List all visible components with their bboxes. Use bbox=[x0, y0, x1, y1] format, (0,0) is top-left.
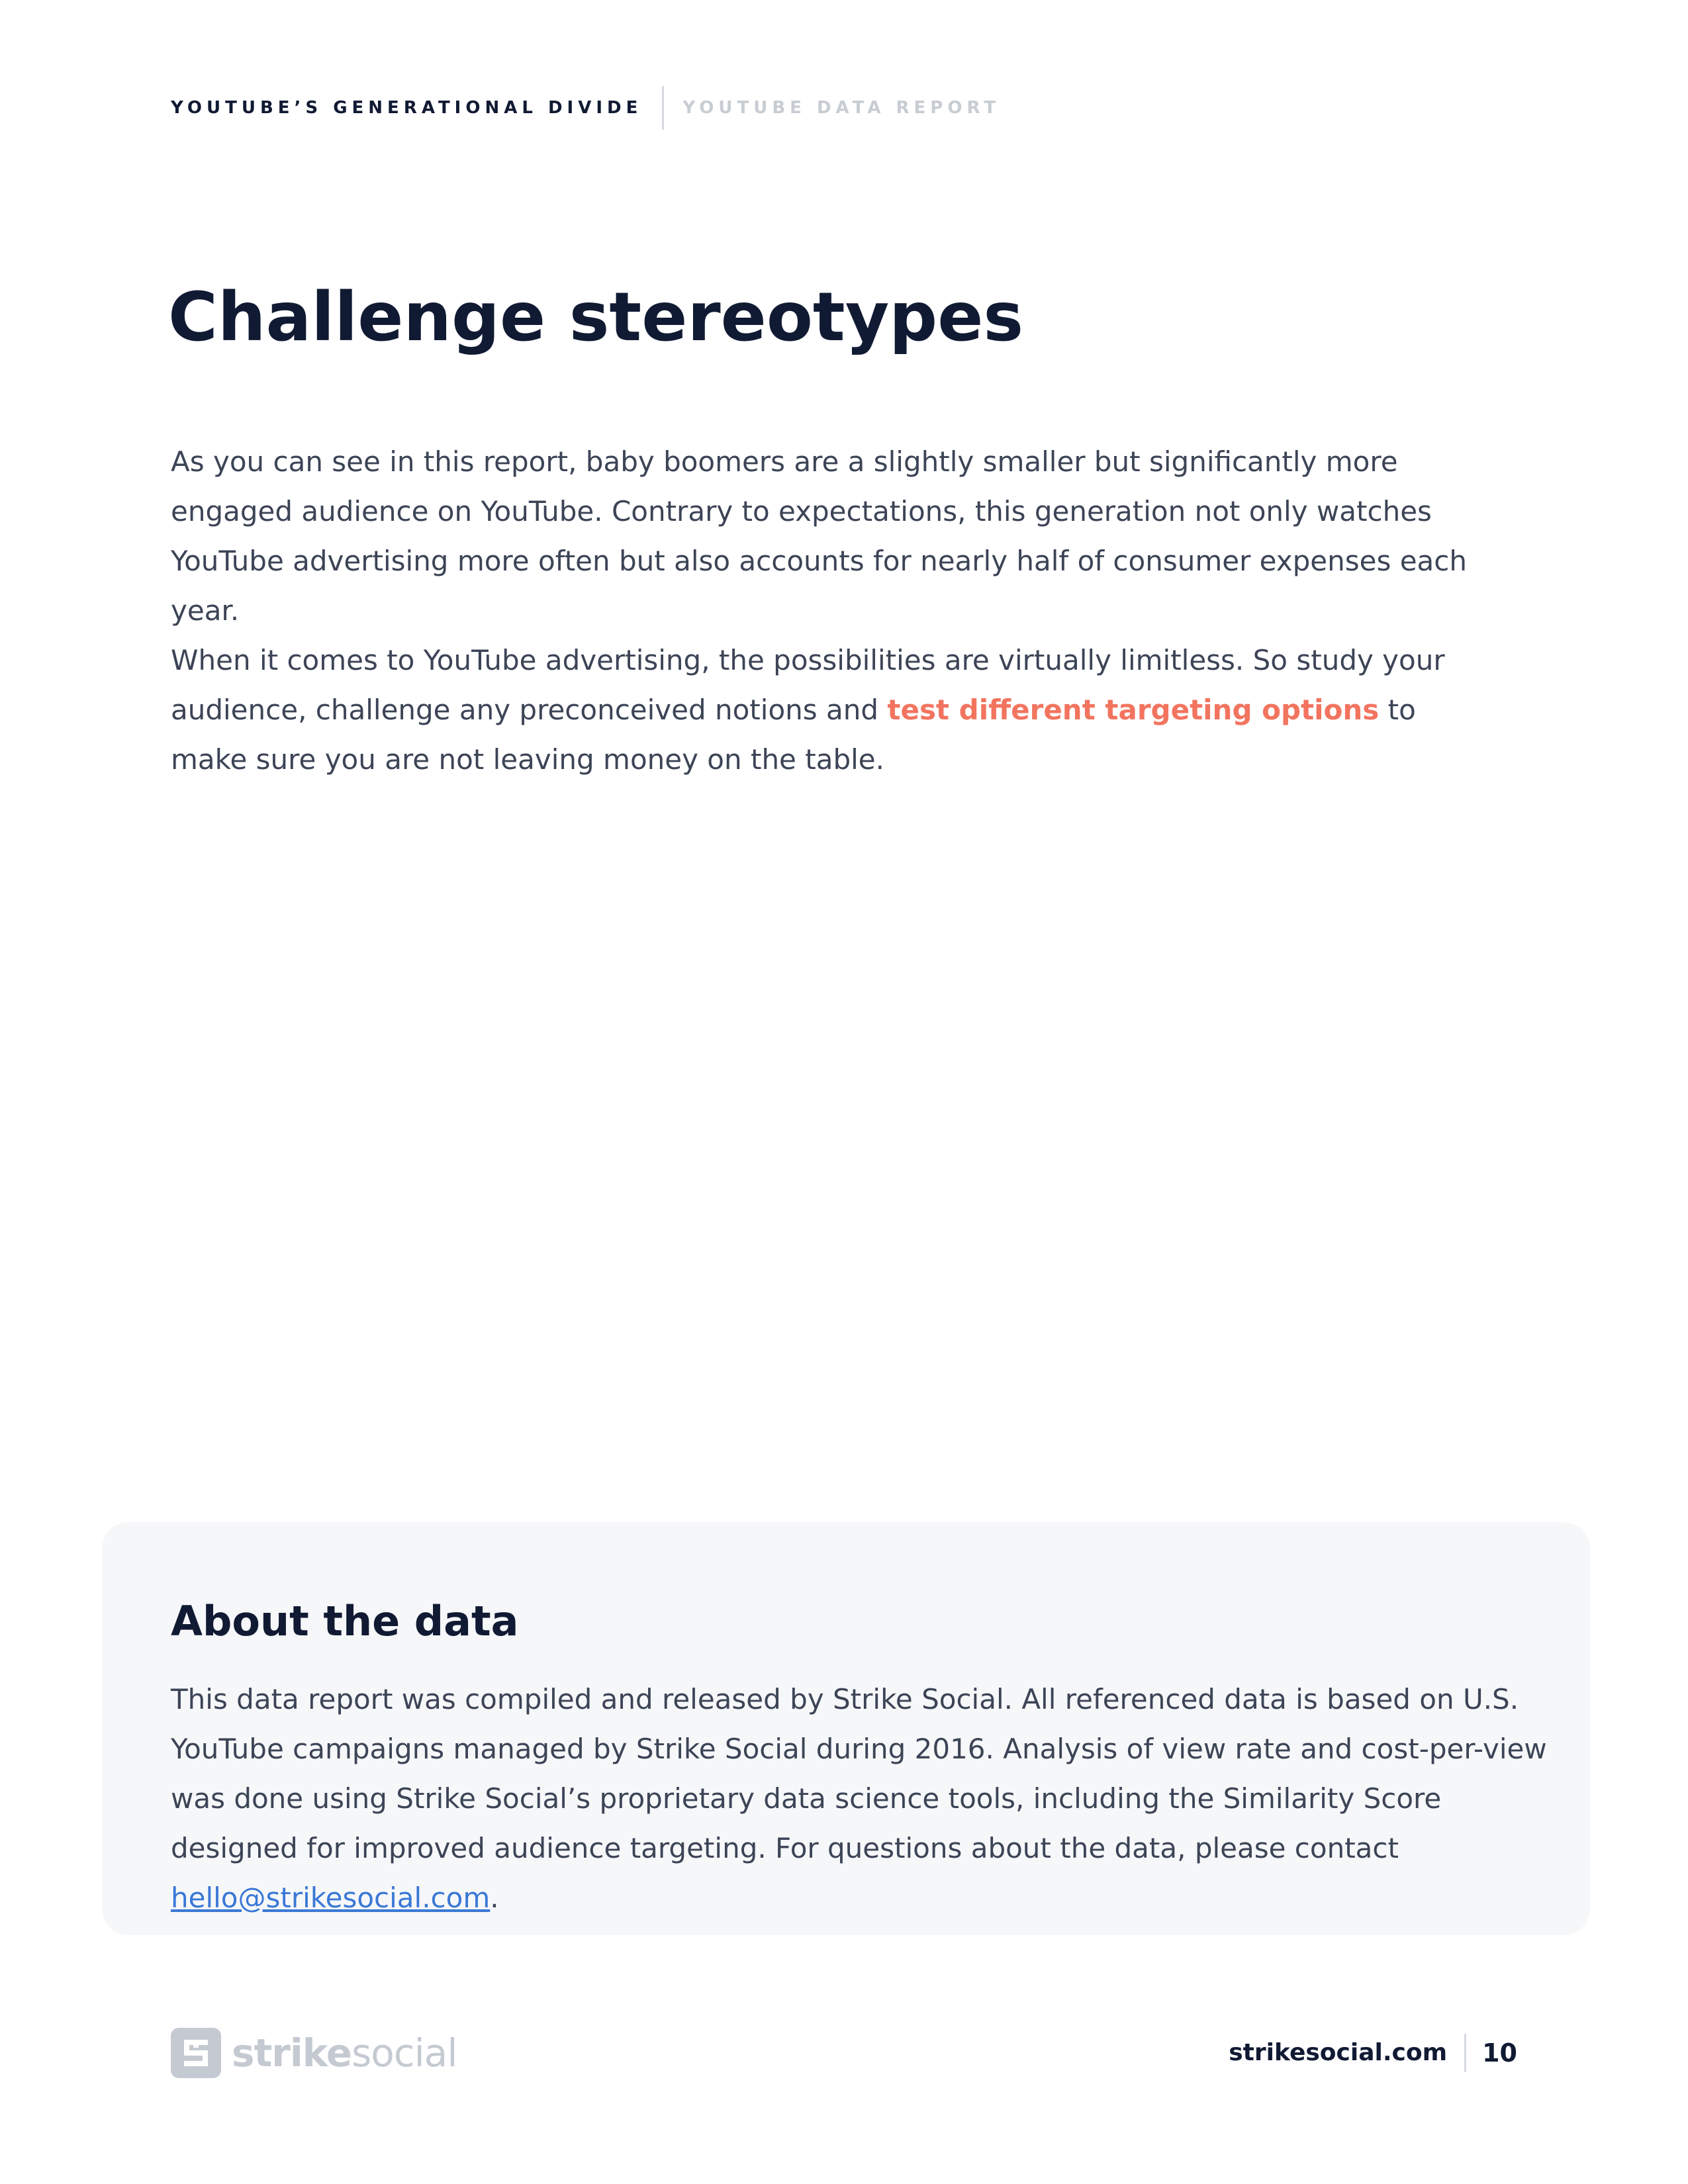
page-footer bbox=[1229, 2028, 1517, 2078]
about-title: About the data bbox=[171, 1597, 519, 1645]
contact-email-link[interactable]: hello@strikesocial.com bbox=[171, 1882, 491, 1914]
page-header bbox=[171, 86, 1000, 130]
targeting-highlight: test different targeting options bbox=[887, 694, 1380, 726]
section-title: YOUTUBE’S GENERATIONAL DIVIDE bbox=[171, 86, 664, 130]
report-title: YOUTUBE DATA REPORT bbox=[682, 98, 1001, 118]
intro-paragraph: As you can see in this report, baby boomers are a slightly smaller but significantly more engaged audience on YouTube. Contrary to expectations, this generation not only watches YouTube advertising more often but also accounts for nearly half of consumer expenses each year. bbox=[171, 445, 1468, 627]
advice-text-start: When it comes to YouTube advertising, the possibilities are virtually limitless. So study your audience, challenge any preconceived notions and bbox=[171, 644, 1445, 726]
strike-social-logo-icon bbox=[171, 2028, 221, 2078]
page-number: 10 bbox=[1482, 2038, 1517, 2068]
advice-paragraph bbox=[171, 635, 1495, 784]
advice-text-end: to make sure you are not leaving money on the table. bbox=[171, 694, 1416, 776]
logo-word-social: social bbox=[352, 2030, 457, 2075]
footer-website: strikesocial.com bbox=[1229, 2034, 1466, 2072]
about-the-data-panel bbox=[102, 1522, 1590, 1935]
about-body: This data report was compiled and released by Strike Social. All referenced data is based on U.S. YouTube campaigns managed by Strike Social during 2016. Analysis of view rate and cost-per-view was done using Strike Social’s proprietary data science tools, including the Similarity Score designed for improved audience targeting. For questions about the data, please contact bbox=[171, 1683, 1547, 1864]
logo-word-strike: strike bbox=[232, 2030, 352, 2075]
strike-social-logo bbox=[171, 2028, 457, 2078]
about-text bbox=[171, 1674, 1561, 1923]
about-text-end: . bbox=[490, 1882, 499, 1914]
logo-wordmark bbox=[232, 2028, 457, 2078]
page-title: Challenge stereotypes bbox=[168, 278, 1024, 357]
